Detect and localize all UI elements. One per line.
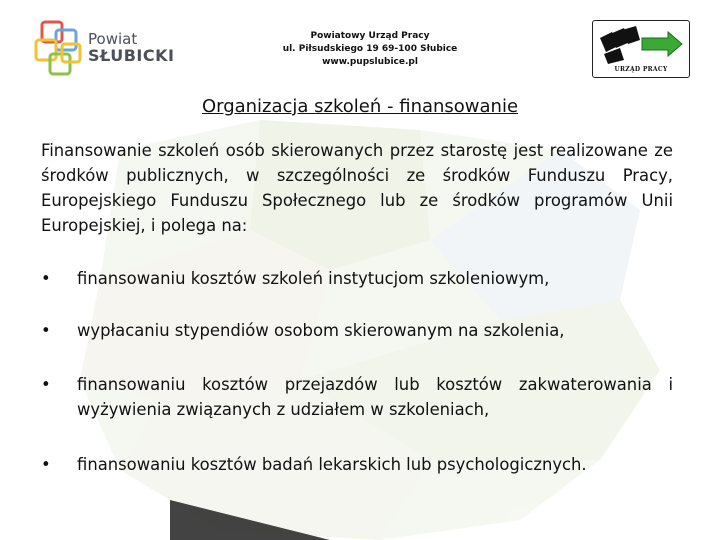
urzad-pracy-caption: URZĄD PRACY [614, 66, 668, 73]
header [0, 0, 720, 95]
office-address: ul. Piłsudskiego 19 69-100 Słubice [282, 44, 458, 54]
list-item-text: finansowaniu kosztów przejazdów lub kosztów zakwaterowania i wyżywienia związanych z udziałem w szkoleniach, [77, 375, 673, 419]
powiat-logo [32, 20, 175, 82]
urzad-pracy-logo [592, 20, 690, 78]
urzad-pracy-logo-icon [594, 24, 689, 68]
list-item-text: wypłacaniu stypendiów osobom skierowanym na szkolenia, [77, 321, 565, 340]
intro-paragraph: Finansowanie szkoleń osób skierowanych przez starostę jest realizowane ze środków publicznych, w szczególności ze środków Funduszu Pracy, Europejskiego Funduszu Społecznego lub ze środków programów Unii Europejskiej, i polega na: [41, 141, 673, 235]
page-title [0, 96, 720, 117]
list-item-text: finansowaniu kosztów szkoleń instytucjom szkoleniowym, [77, 269, 550, 288]
bullet-icon: • [41, 455, 51, 474]
page-title-text: Organizacja szkoleń - finansowanie [201, 96, 519, 117]
bullet-icon: • [41, 375, 51, 394]
bullet-icon: • [41, 321, 51, 340]
list-item-text: finansowaniu kosztów badań lekarskich lub psychologicznych. [77, 455, 587, 474]
powiat-logo-icon [32, 20, 92, 82]
office-info [260, 30, 480, 69]
logo-powiat-text: Powiat [88, 30, 138, 48]
office-website[interactable]: www.pupslubice.pl [322, 57, 418, 67]
bullet-icon: • [41, 269, 51, 288]
logo-slubicki-text: SŁUBICKI [88, 45, 175, 65]
office-name: Powiatowy Urząd Pracy [310, 31, 430, 41]
